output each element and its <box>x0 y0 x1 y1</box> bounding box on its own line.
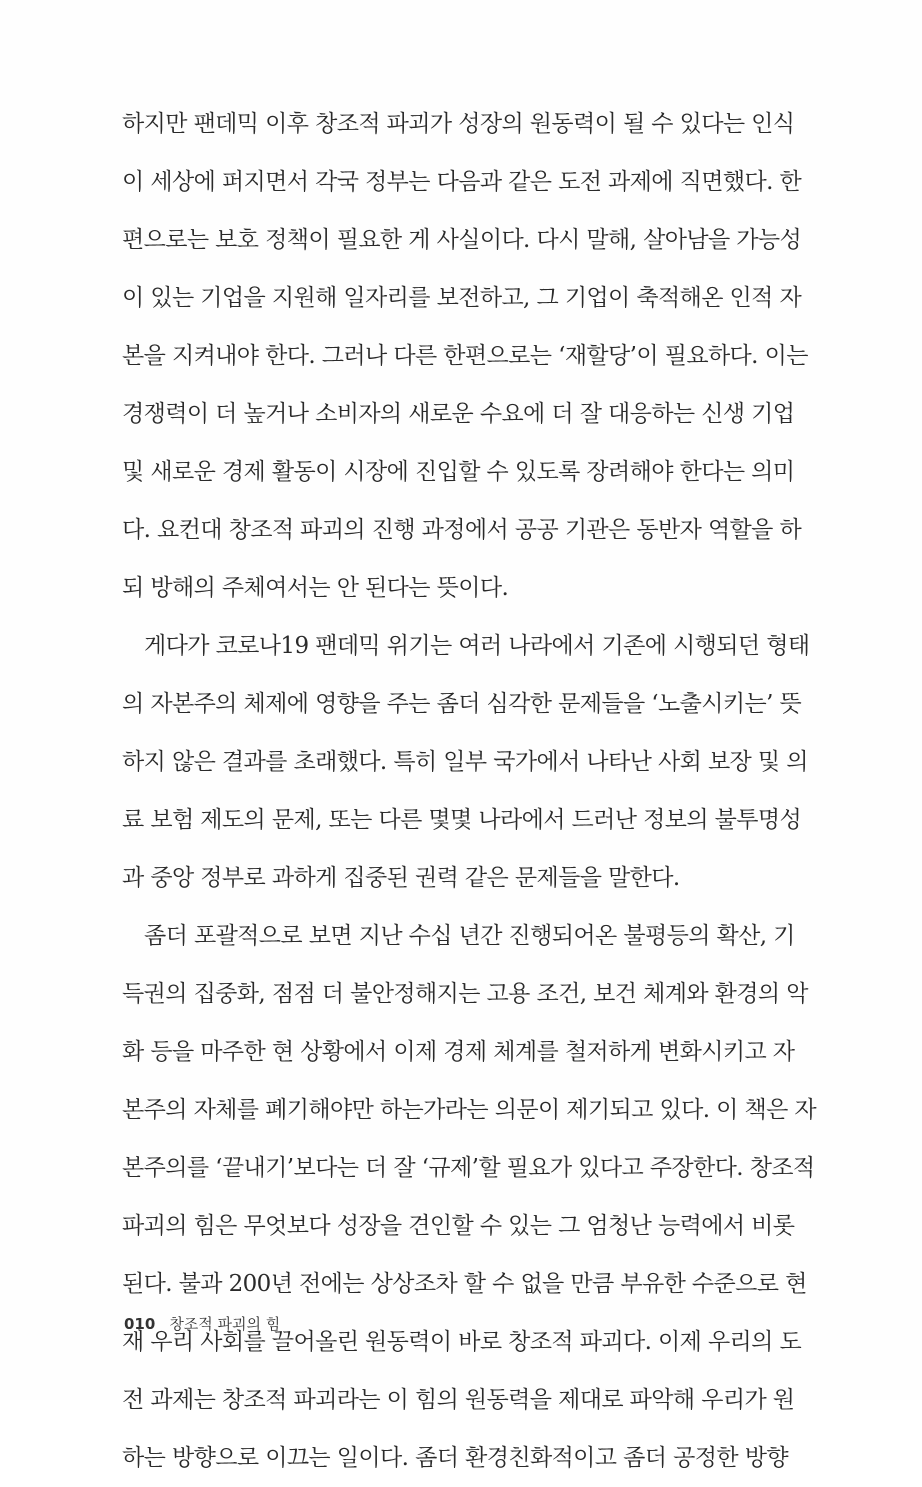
text-line: 본을 지켜내야 한다. 그러나 다른 한편으로는 ‘재할당’이 필요하다. 이는 <box>122 343 808 369</box>
text-line: 이 세상에 퍼지면서 각국 정부는 다음과 같은 도전 과제에 직면했다. 한 <box>122 169 802 195</box>
text-line: 된다. 불과 200년 전에는 상상조차 할 수 없을 만큼 부유한 수준으로 현 <box>122 1271 807 1297</box>
text-line: 및 새로운 경제 활동이 시장에 진입할 수 있도록 장려해야 한다는 의미 <box>122 459 795 485</box>
text-line: 료 보험 제도의 문제, 또는 다른 몇몇 나라에서 드러난 정보의 불투명성 <box>122 807 802 833</box>
text-line: 하지 않은 결과를 초래했다. 특히 일부 국가에서 나타난 사회 보장 및 의 <box>122 749 808 775</box>
text-line: 좀더 포괄적으로 보면 지난 수십 년간 진행되어온 불평등의 확산, 기 <box>144 923 795 949</box>
text-line: 화 등을 마주한 현 상황에서 이제 경제 체계를 철저하게 변화시키고 자 <box>122 1039 795 1065</box>
paragraph-2 <box>122 617 810 907</box>
text-line: 본주의를 ‘끝내기’보다는 더 잘 ‘규제’할 필요가 있다고 주장한다. 창조적 <box>122 1155 815 1181</box>
text-line: 되 방해의 주체여서는 안 된다는 뜻이다. <box>122 575 509 601</box>
text-line: 전 과제는 창조적 파괴라는 이 힘의 원동력을 제대로 파악해 우리가 원 <box>122 1387 795 1413</box>
page-number: 010 <box>124 1315 156 1333</box>
text-line: 본주의 자체를 폐기해야만 하는가라는 의문이 제기되고 있다. 이 책은 자 <box>122 1097 817 1123</box>
text-line: 게다가 코로나19 팬데믹 위기는 여러 나라에서 기존에 시행되던 형태 <box>144 633 810 659</box>
body-text <box>122 95 817 1487</box>
page-footer <box>124 1313 280 1334</box>
text-line: 득권의 집중화, 점점 더 불안정해지는 고용 조건, 보건 체계와 환경의 악 <box>122 981 808 1007</box>
text-line: 이 있는 기업을 지원해 일자리를 보전하고, 그 기업이 축적해온 인적 자 <box>122 285 802 311</box>
text-line: 파괴의 힘은 무엇보다 성장을 견인할 수 있는 그 엄청난 능력에서 비롯 <box>122 1213 795 1239</box>
text-line: 경쟁력이 더 높거나 소비자의 새로운 수요에 더 잘 대응하는 신생 기업 <box>122 401 795 427</box>
text-line: 하는 방향으로 이끄는 일이다. 좀더 환경친화적이고 좀더 공정한 방향 <box>122 1445 788 1471</box>
paragraph-3 <box>122 907 817 1487</box>
text-line: 다. 요컨대 창조적 파괴의 진행 과정에서 공공 기관은 동반자 역할을 하 <box>122 517 802 543</box>
text-line: 재 우리 사회를 끌어올린 원동력이 바로 창조적 파괴다. 이제 우리의 도 <box>122 1329 802 1355</box>
text-line: 의 자본주의 체제에 영향을 주는 좀더 심각한 문제들을 ‘노출시키는’ 뜻 <box>122 691 802 717</box>
running-title: 창조적 파괴의 힘 <box>169 1315 281 1333</box>
paragraph-1 <box>122 95 808 617</box>
text-line: 과 중앙 정부로 과하게 집중된 권력 같은 문제들을 말한다. <box>122 865 680 891</box>
text-line: 하지만 팬데믹 이후 창조적 파괴가 성장의 원동력이 될 수 있다는 인식 <box>122 111 795 137</box>
text-line: 편으로는 보호 정책이 필요한 게 사실이다. 다시 말해, 살아남을 가능성 <box>122 227 802 253</box>
